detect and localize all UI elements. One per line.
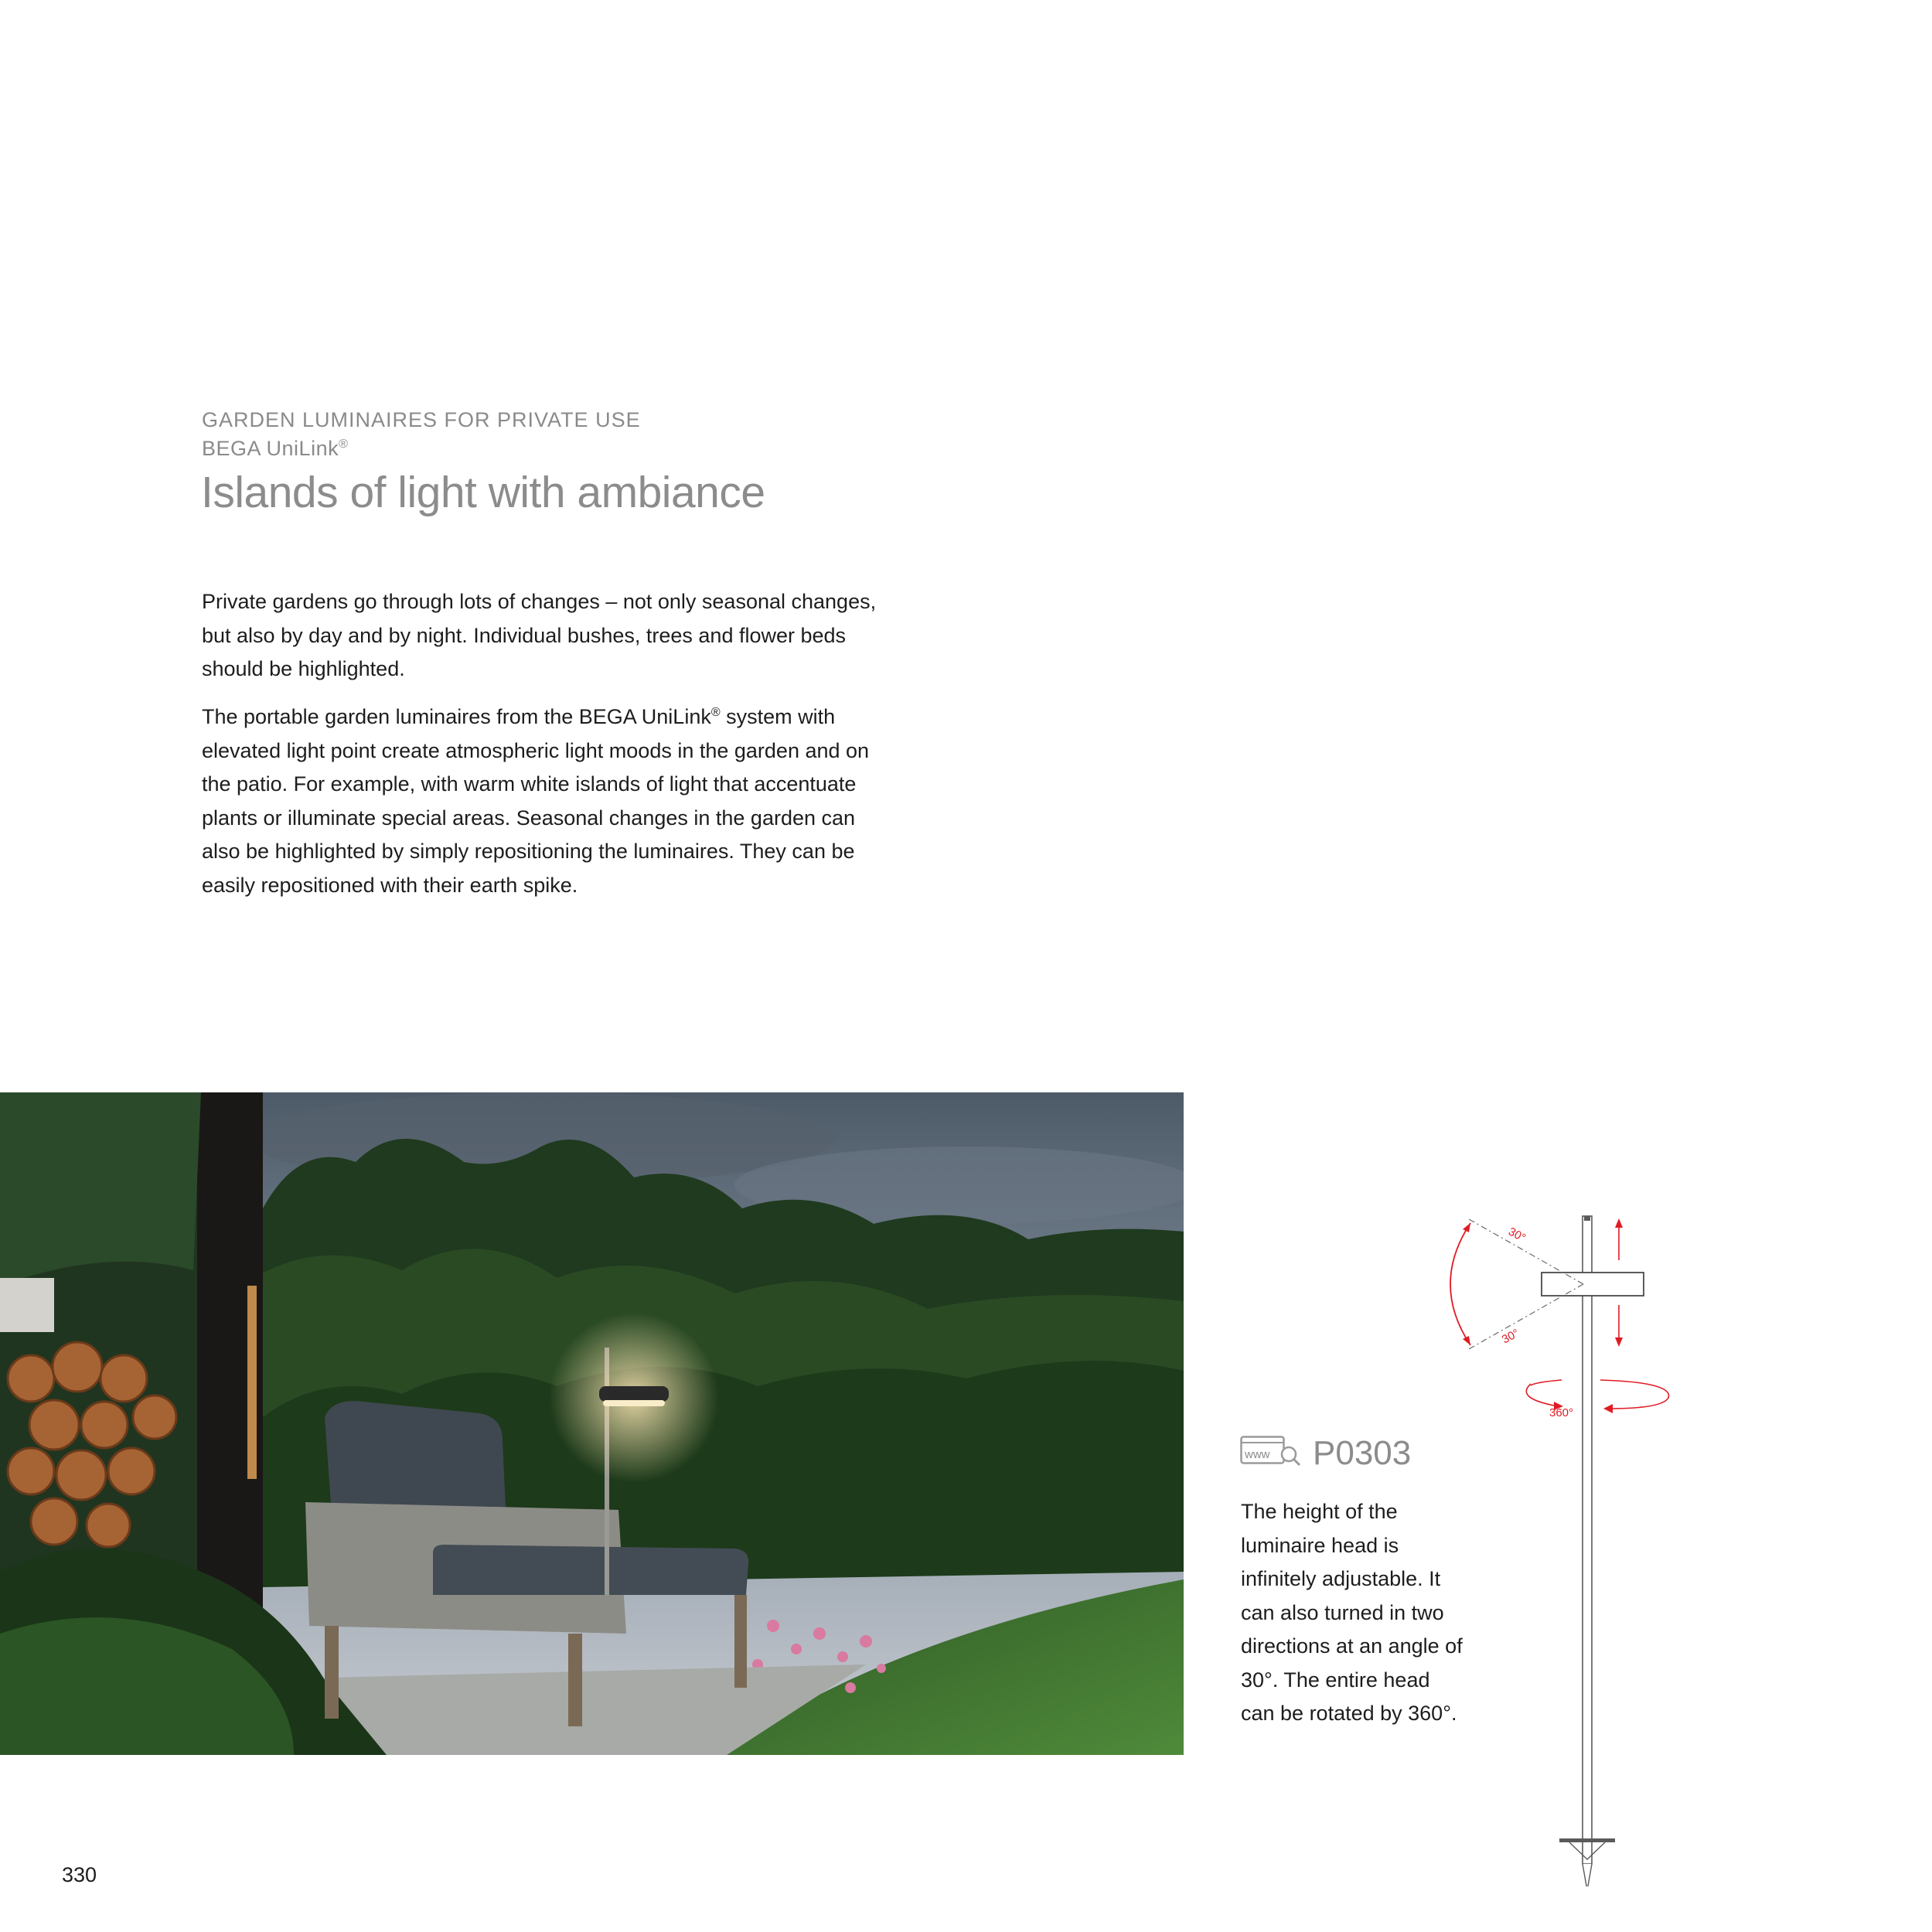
- product-code: P0303: [1313, 1434, 1412, 1472]
- tilt-angle-top-label: 30°: [1506, 1225, 1528, 1245]
- page-number: 330: [62, 1863, 97, 1886]
- luminaire-diagram: [1446, 1206, 1693, 1890]
- web-link-icon[interactable]: [1240, 1436, 1302, 1470]
- section-kicker: GARDEN LUMINAIRES FOR PRIVATE USE: [202, 408, 641, 431]
- diagram-caption: The height of the luminaire head is infinitely adjustable. It can also turned in two directions at an angle of 30°. The entire head can be rotated by 360°.: [1241, 1500, 1463, 1725]
- description-start: The portable garden luminaires from the BEGA UniLink: [202, 705, 711, 728]
- garden-photo: [0, 1092, 1184, 1755]
- description-rest: system with elevated light point create atmospheric light moods in the garden and on the patio. For example, with warm white islands of light that accentuate plants or illuminate special areas. Seasonal changes in the garden can also be highlighted by simply repositioning the luminaires. They can be easily repositioned with their earth spike.: [202, 705, 870, 897]
- product-line: [202, 437, 348, 461]
- intro-paragraph: Private gardens go through lots of changes – not only seasonal changes, but also by day and by night. Individual bushes, trees and flower beds should be highlighted.: [202, 590, 877, 680]
- registered-mark: ®: [339, 438, 349, 451]
- page-title: Islands of light with ambiance: [201, 468, 765, 517]
- product-line-name: BEGA UniLink: [202, 437, 339, 460]
- rotation-label: 360°: [1549, 1406, 1574, 1419]
- description-paragraph: [202, 700, 898, 902]
- tilt-angle-bottom-label: 30°: [1499, 1326, 1521, 1347]
- registered-mark: ®: [710, 706, 721, 719]
- web-icon-label: www: [1245, 1448, 1270, 1461]
